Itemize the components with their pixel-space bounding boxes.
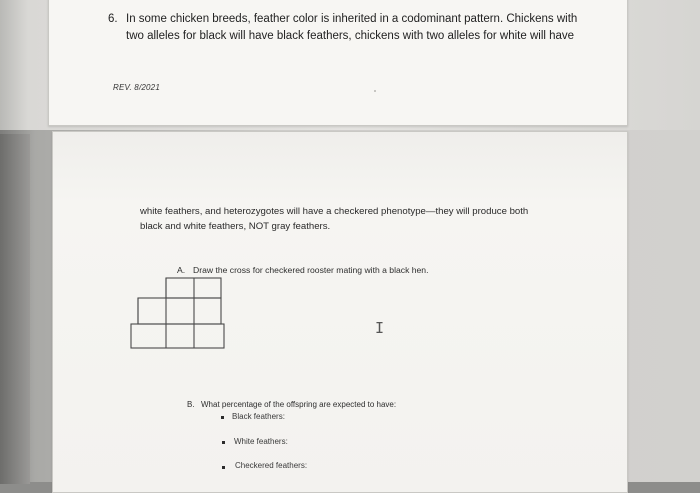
part-b-label: B.: [187, 400, 195, 409]
question-number: 6.: [108, 13, 118, 25]
revision-date: REV. 8/2021: [113, 83, 160, 92]
part-a-label: A.: [177, 265, 186, 275]
part-a-text: Draw the cross for checkered rooster mating with a black hen.: [193, 265, 429, 275]
punnett-square-drawing: [128, 276, 228, 350]
continuation-line2: black and white feathers, NOT gray feathers.: [140, 221, 331, 232]
bullet-icon: [222, 466, 225, 469]
continuation-line1: white feathers, and heterozygotes will have a checkered phenotype—they will produce both: [140, 206, 529, 217]
side-shadow: [0, 134, 30, 484]
bullet-black-feathers: Black feathers:: [232, 412, 285, 421]
bullet-icon: [222, 441, 225, 444]
part-b-text: What percentage of the offspring are expected to have:: [201, 400, 397, 409]
scan-speck: [374, 90, 376, 92]
question-text-line2: two alleles for black will have black feathers, chickens with two alleles for white will have: [126, 30, 575, 42]
text-cursor-icon: I: [375, 319, 385, 337]
bullet-checkered-feathers: Checkered feathers:: [235, 461, 308, 470]
question-text-line1: In some chicken breeds, feather color is inherited in a codominant pattern. Chickens with: [126, 13, 578, 25]
bullet-white-feathers: White feathers:: [234, 437, 288, 446]
bullet-icon: [221, 416, 224, 419]
